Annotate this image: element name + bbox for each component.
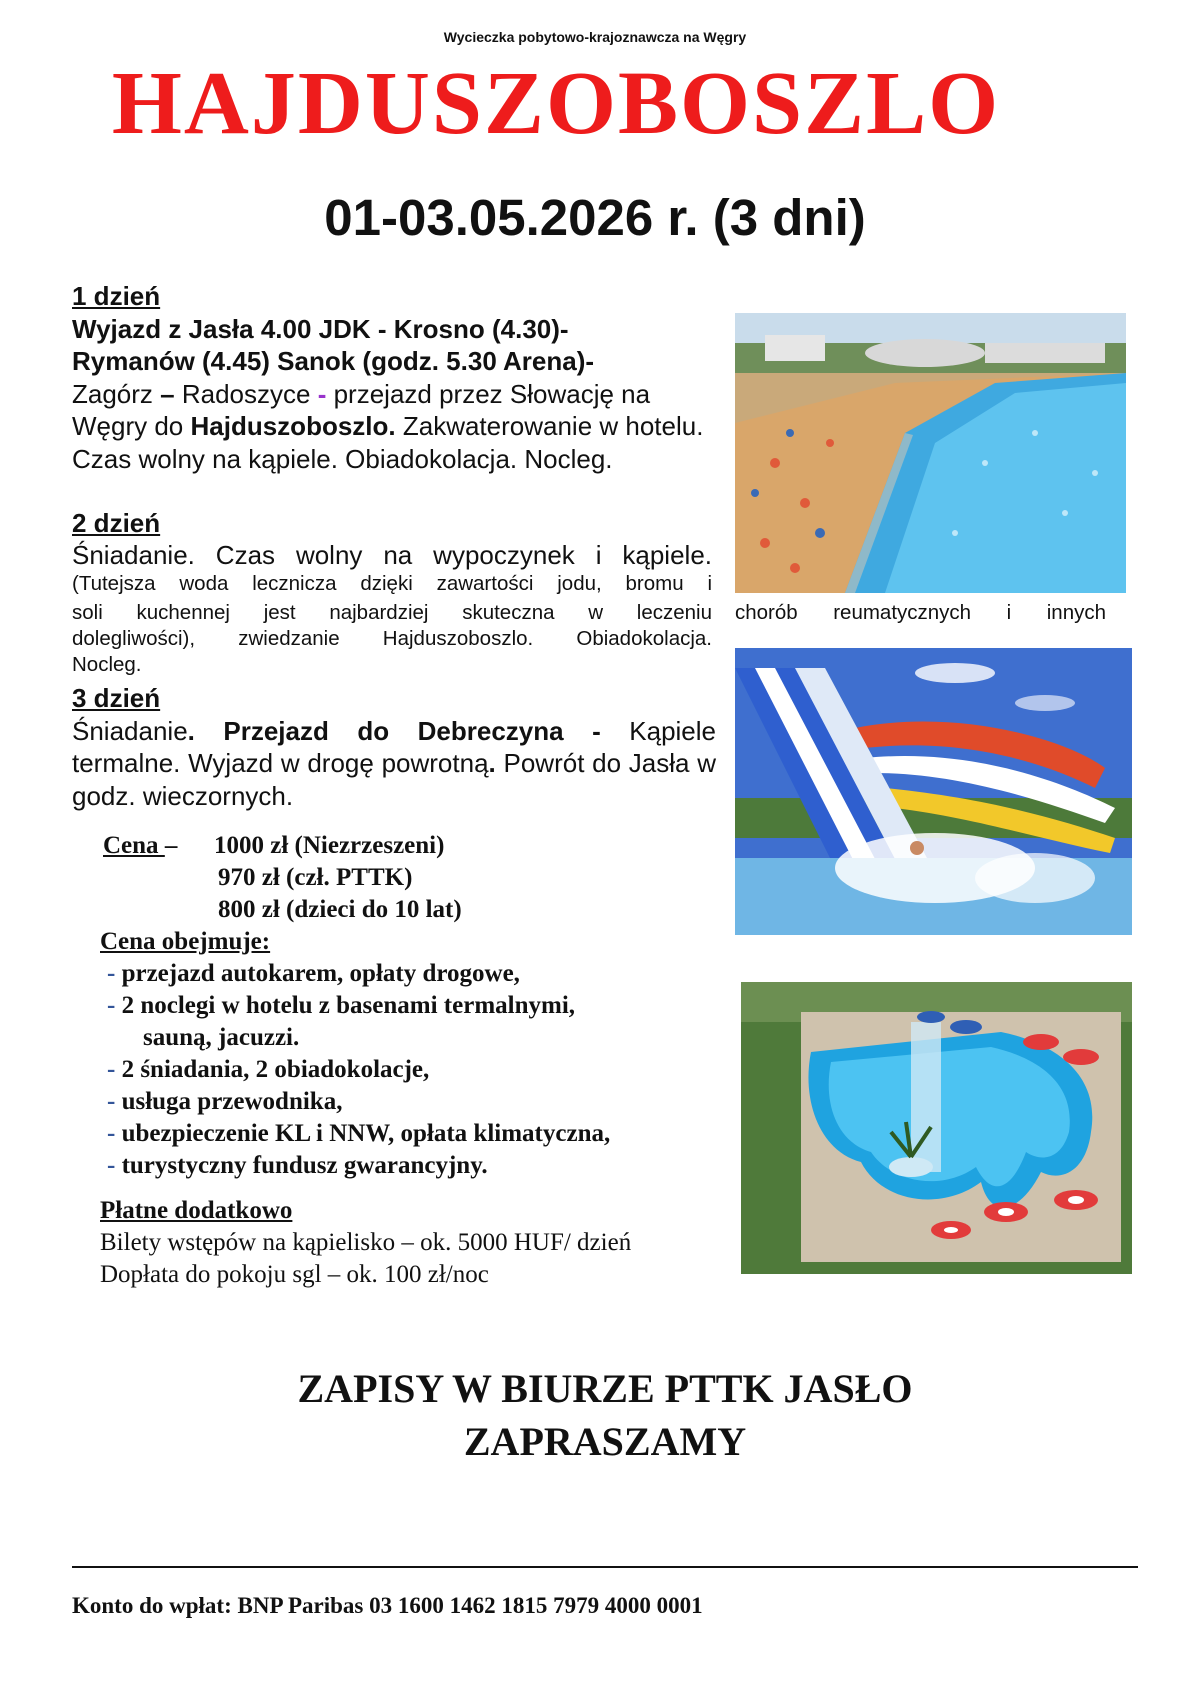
extras-heading: Płatne dodatkowo: [100, 1197, 293, 1224]
day3-section: [72, 682, 716, 812]
includes-item: [107, 1118, 610, 1150]
day3-text-b: Kąpiele termalne. Wyjazd w drogę powrotną: [72, 715, 717, 778]
closing-section: [0, 1362, 1190, 1468]
day1-destination: Hajduszoboszlo.: [190, 411, 396, 441]
includes-dash: -: [107, 1056, 116, 1083]
day1-route-line2: Rymanów (4.45) Sanok (godz. 5.30 Arena)-: [72, 346, 595, 376]
includes-item-text: ubezpieczenie KL i NNW, opłata klimatyczna,: [121, 1120, 611, 1147]
day1-text-c: przejazd przez Słowację na Węgry do: [72, 378, 651, 441]
extras-item: Dopłata do pokoju sgl – ok. 100 zł/noc: [100, 1261, 489, 1288]
extras-section: [100, 1195, 631, 1291]
photo-water-slides: [735, 648, 1132, 935]
day1-section: [72, 280, 712, 475]
bank-account: Konto do wpłat: BNP Paribas 03 1600 1462 1815 7979 4000 0001: [72, 1593, 703, 1618]
day2-heading: 2 dzień: [72, 508, 161, 538]
day1-route-line1: Wyjazd z Jasła 4.00 JDK - Krosno (4.30)-: [72, 313, 569, 344]
includes-item: [107, 1086, 610, 1118]
extras-item: Bilety wstępów na kąpielisko – ok. 5000 HUF/ dzień: [100, 1229, 632, 1256]
day2-line4: dolegliwości), zwiedzanie Hajduszoboszlo. Obiadokolacja.: [72, 627, 712, 650]
photo-water-slides-image: [735, 648, 1132, 935]
includes-dash: -: [107, 1120, 116, 1147]
day1-dash-a: –: [160, 378, 175, 409]
day3-bold-a: . Przejazd do Debreczyna -: [187, 715, 601, 746]
day3-description: [72, 715, 716, 813]
photo-thermal-pool: [741, 982, 1132, 1274]
day3-text-c: Powrót do Jasła w godz. wieczornych.: [72, 748, 716, 811]
includes-item-text: 2 śniadania, 2 obiadokolacje,: [121, 1056, 430, 1083]
day3-text-a: Śniadanie: [72, 715, 188, 746]
day1-text-d: Zakwaterowanie w hotelu. Czas wolny na kąpiele. Obiadokolacja. Nocleg.: [72, 411, 704, 474]
photo-beach-pool: [735, 313, 1126, 593]
includes-item: [107, 958, 610, 990]
day2-line1: Śniadanie. Czas wolny na wypoczynek i kąpiele.: [72, 540, 712, 570]
day3-bold-b: .: [488, 748, 496, 778]
day2-line5: Nocleg.: [72, 653, 142, 676]
price-label: [103, 830, 177, 862]
day1-description: [72, 378, 712, 476]
includes-dash: -: [107, 960, 116, 987]
includes-dash: -: [107, 1152, 116, 1179]
trip-subtitle: Wycieczka pobytowo-krajoznawcza na Węgry: [443, 29, 747, 45]
includes-dash: -: [107, 992, 116, 1019]
price-children: 800 zł (dzieci do 10 lat): [218, 896, 462, 923]
photo-beach-pool-image: [735, 313, 1126, 593]
day1-text-a: Zagórz: [72, 378, 161, 409]
includes-item-text: turystyczny fundusz gwarancyjny.: [121, 1152, 488, 1179]
closing-line1: ZAPISY W BIURZE PTTK JASŁO: [297, 1366, 913, 1411]
includes-dash: -: [107, 1088, 116, 1115]
page-title: HAJDUSZOBOSZLO: [111, 54, 1001, 153]
price-regular: 1000 zł (Niezrzeszeni): [214, 832, 445, 859]
day1-dash-b: -: [317, 378, 327, 409]
day2-line3a: soli kuchennej jest najbardziej skuteczna w leczeniu: [72, 601, 712, 624]
includes-item: [107, 1150, 610, 1182]
day1-text-b: Radoszyce: [174, 378, 318, 409]
includes-list: [107, 958, 610, 1182]
includes-item-text: usługa przewodnika,: [121, 1088, 343, 1115]
includes-item-continuation: sauną, jacuzzi.: [143, 1024, 300, 1051]
price-label-text: Cena: [103, 832, 165, 859]
price-list: [214, 830, 462, 926]
day2-line2: (Tutejsza woda lecznicza dzięki zawartości jodu, bromu i: [72, 572, 712, 595]
includes-item: [107, 990, 610, 1022]
includes-item-text: przejazd autokarem, opłaty drogowe,: [121, 960, 520, 987]
trip-dates: 01-03.05.2026 r. (3 dni): [324, 189, 866, 246]
price-label-dash: –: [164, 832, 178, 859]
photo-thermal-pool-image: [741, 982, 1132, 1274]
price-pttk: 970 zł (czł. PTTK): [218, 864, 413, 891]
includes-heading: Cena obejmuje:: [100, 928, 271, 955]
includes-item-text: 2 noclegi w hotelu z basenami termalnymi,: [121, 992, 576, 1019]
closing-line2: ZAPRASZAMY: [463, 1419, 747, 1464]
day1-heading: 1 dzień: [72, 281, 161, 311]
day3-heading: 3 dzień: [72, 683, 161, 713]
includes-item: [107, 1054, 610, 1086]
day2-line3b: chorób reumatycznych i innych: [735, 601, 1106, 624]
day2-section: [72, 507, 712, 597]
footer-divider: [72, 1566, 1138, 1568]
